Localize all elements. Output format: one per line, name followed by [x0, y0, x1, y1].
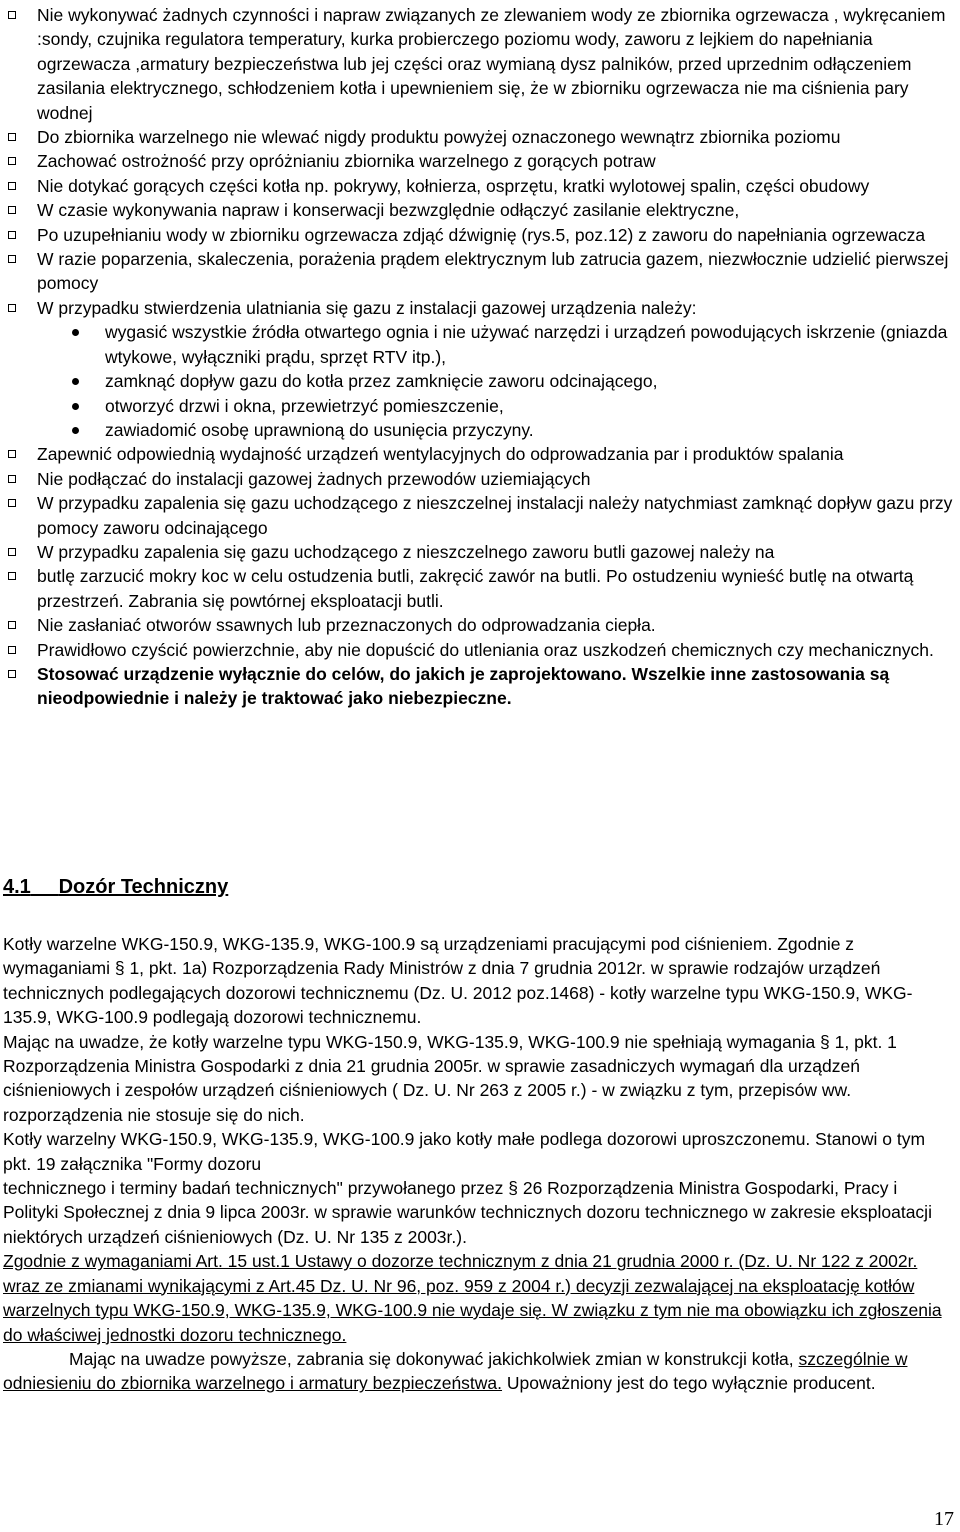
list-item-text: W przypadku stwierdzenia ulatniania się gazu z instalacji gazowej urządzenia należy:: [37, 297, 697, 318]
list-item-text: butlę zarzucić mokry koc w celu ostudzenia butli, zakręcić zawór na butli. Po ostudzeniu wynieść butlę na otwartą przestrzeń. Zabrania się powtórnej eksploatacji butli.: [37, 566, 914, 611]
section-title: Dozór Techniczny: [58, 876, 229, 898]
list-item: [6, 296, 956, 320]
warning-text: Stosować urządzenie wyłącznie do celów, do jakich je zaprojektowano. Wszelkie inne zastosowania są nieodpowiednie i należy je traktować jako niebezpieczne.: [37, 663, 890, 709]
sub-list-item: [6, 394, 956, 418]
checkbox-bullet-icon: [6, 223, 37, 247]
checkbox-bullet-icon: [6, 662, 37, 711]
list-item: [6, 149, 956, 173]
list-item: [6, 467, 956, 491]
sub-list-item-text: zamknąć dopływ gazu do kotła przez zamknięcie zaworu odcinającego,: [105, 371, 658, 392]
paragraph: Kotły warzelne WKG-150.9, WKG-135.9, WKG-100.9 są urządzeniami pracującymi pod ciśnieniem. Zgodnie z wymaganiami § 1, pkt. 1a) Rozporządzenia Rady Ministrów z dnia 7 grudnia 2012r. w sprawie rodzajów urządzeń technicznych podlegających dozorowi technicznemu (Dz. U. 2012 poz.1468) - kotły warzelne typu WKG-150.9, WKG-135.9, WKG-100.9 podlegają dozorowi technicznemu.: [3, 934, 913, 1028]
list-item-text: W przypadku zapalenia się gazu uchodzącego z nieszczelnej instalacji należy natychmiast zamknąć dopływ gazu przy pomocy zaworu odcinającego: [37, 493, 953, 538]
indented-lead: Mając na uwadze powyższe, zabrania się dokonywać jakichkolwiek zmian w konstrukcji kotła,: [69, 1348, 794, 1369]
list-item-text: W razie poparzenia, skaleczenia, porażenia prądem elektrycznym lub zatrucia gazem, niezwłocznie udzielić pierwszej pomocy: [37, 249, 949, 294]
list-item: [6, 174, 956, 198]
round-bullet-icon: [6, 320, 105, 369]
section-number: 4.1: [3, 876, 31, 898]
page-number: 17: [934, 1508, 954, 1530]
section-body: [3, 932, 951, 1396]
checkbox-bullet-icon: [6, 198, 37, 222]
checkbox-bullet-icon: [6, 638, 37, 662]
round-bullet-icon: [6, 394, 105, 418]
list-item-text: Nie podłączać do instalacji gazowej żadnych przewodów uziemiających: [37, 468, 591, 489]
checkbox-bullet-icon: [6, 149, 37, 173]
list-item: [6, 540, 956, 564]
list-item: [6, 3, 956, 125]
list-item: [6, 638, 956, 662]
list-item-text: W przypadku zapalenia się gazu uchodzącego z nieszczelnego zaworu butli gazowej należy na: [37, 541, 775, 562]
checkbox-bullet-icon: [6, 125, 37, 149]
underlined-paragraph: Zgodnie z wymaganiami Art. 15 ust.1 Ustawy o dozorze technicznym z dnia 21 grudnia 2000 r. (Dz. U. Nr 122 z 2002r. wraz ze zmianami wynikającymi z Art.45 Dz. U. Nr 96, poz. 959 z 2004 r.) decyzji zezwalającej na eksploatację kotłów warzelnych typu WKG-150.9, WKG-135.9, WKG-100.9 nie wydaje się. W związku z tym nie ma obowiązku ich zgłoszenia do właściwej jednostki dozoru technicznego.: [3, 1251, 942, 1345]
checkbox-bullet-icon: [6, 3, 37, 125]
checkbox-bullet-icon: [6, 296, 37, 320]
list-item: [6, 442, 956, 466]
paragraph: Mając na uwadze, że kotły warzelne typu WKG-150.9, WKG-135.9, WKG-100.9 nie spełniają wymagania § 1, pkt. 1 Rozporządzenia Ministra Gospodarki z dnia 21 grudnia 2005r. w sprawie zasadniczych wymagań dla urządzeń ciśnieniowych i zespołów urządzeń ciśnieniowych ( Dz. U. Nr 263 z 2005 r.) - w związku z tym, przepisów ww. rozporządzenia nie stosuje się do nich.: [3, 1031, 897, 1125]
section-heading: [3, 876, 228, 899]
paragraph: Kotły warzelny WKG-150.9, WKG-135.9, WKG-100.9 jako kotły małe podlega dozorowi uproszczonemu. Stanowi o tym pkt. 19 załącznika "Formy dozoru: [3, 1129, 926, 1174]
list-item-text: Nie dotykać gorących części kotła np. pokrywy, kołnierza, osprzętu, kratki wylotowej spalin, części obudowy: [37, 175, 870, 196]
checkbox-bullet-icon: [6, 247, 37, 296]
list-item: [6, 223, 956, 247]
sub-list-item-text: zawiadomić osobę uprawnioną do usunięcia przyczyny.: [105, 419, 534, 440]
list-item-text: Zachować ostrożność przy opróżnianiu zbiornika warzelnego z gorących potraw: [37, 151, 656, 172]
list-item-text: Nie zasłaniać otworów ssawnych lub przeznaczonych do odprowadzania ciepła.: [37, 615, 656, 636]
checkbox-bullet-icon: [6, 564, 37, 613]
list-item-text: Do zbiornika warzelnego nie wlewać nigdy produktu powyżej oznaczonego wewnątrz zbiornika poziomu: [37, 127, 841, 148]
paragraph-final: [3, 1347, 951, 1396]
list-item-text: Po uzupełnianiu wody w zbiorniku ogrzewacza zdjąć dźwignię (rys.5, poz.12) z zaworu do napełniania ogrzewacza: [37, 224, 926, 245]
round-bullet-icon: [6, 418, 105, 442]
list-item: [6, 198, 956, 222]
checkbox-bullet-icon: [6, 442, 37, 466]
sub-list-item-text: wygasić wszystkie źródła otwartego ognia i nie używać narzędzi i urządzeń powodujących iskrzenie (gniazda wtykowe, wyłączniki prądu, sprzęt RTV itp.),: [105, 322, 948, 367]
checkbox-bullet-icon: [6, 613, 37, 637]
list-item-text: Nie wykonywać żadnych czynności i napraw związanych ze zlewaniem wody ze zbiornika ogrzewacza , wykręcaniem :sondy, czujnika regulatora temperatury, kurka probierczego poziomu wody, zaworu z lejkiem do napełniania ogrzewacza ,armatury bezpieczeństwa lub jej części oraz wymianą dysz palników, przed uprzednim odłączeniem zasilania elektrycznego, schłodzeniem kotła i upewnieniem się, że w zbiorniku ogrzewacza nie ma ciśnienia pary wodnej: [37, 5, 946, 123]
list-item: [6, 613, 956, 637]
list-item-text: Prawidłowo czyścić powierzchnie, aby nie dopuścić do utleniania oraz uszkodzeń chemicznych czy mechanicznych.: [37, 639, 934, 660]
sub-list-item: [6, 418, 956, 442]
list-item-text: Zapewnić odpowiednią wydajność urządzeń wentylacyjnych do odprowadzania par i produktów spalania: [37, 444, 844, 465]
safety-bullet-list: [6, 3, 956, 711]
checkbox-bullet-icon: [6, 467, 37, 491]
sub-list-item: [6, 369, 956, 393]
paragraph-tail: Upoważniony jest do tego wyłącznie producent.: [502, 1373, 876, 1394]
list-item-warning: [6, 662, 956, 711]
sub-list-item-text: otworzyć drzwi i okna, przewietrzyć pomieszczenie,: [105, 395, 504, 416]
list-item-text: W czasie wykonywania napraw i konserwacji bezwzględnie odłączyć zasilanie elektryczne,: [37, 200, 740, 221]
list-item: [6, 247, 956, 296]
checkbox-bullet-icon: [6, 174, 37, 198]
list-item: [6, 564, 956, 613]
underlined-text: szczególnie w odniesieniu do zbiornika warzelnego i armatury bezpieczeństwa.: [3, 1348, 908, 1394]
checkbox-bullet-icon: [6, 540, 37, 564]
list-item: [6, 491, 956, 540]
list-item: [6, 125, 956, 149]
checkbox-bullet-icon: [6, 491, 37, 540]
round-bullet-icon: [6, 369, 105, 393]
sub-list-item: [6, 320, 956, 369]
paragraph: technicznego i terminy badań technicznych" przywołanego przez § 26 Rozporządzenia Ministra Gospodarki, Pracy i Polityki Społecznej z dnia 9 lipca 2003r. w sprawie warunków technicznych dozoru technicznego w zakresie eksploatacji niektórych urządzeń ciśnieniowych (Dz. U. Nr 135 z 2003r.).: [3, 1178, 932, 1247]
